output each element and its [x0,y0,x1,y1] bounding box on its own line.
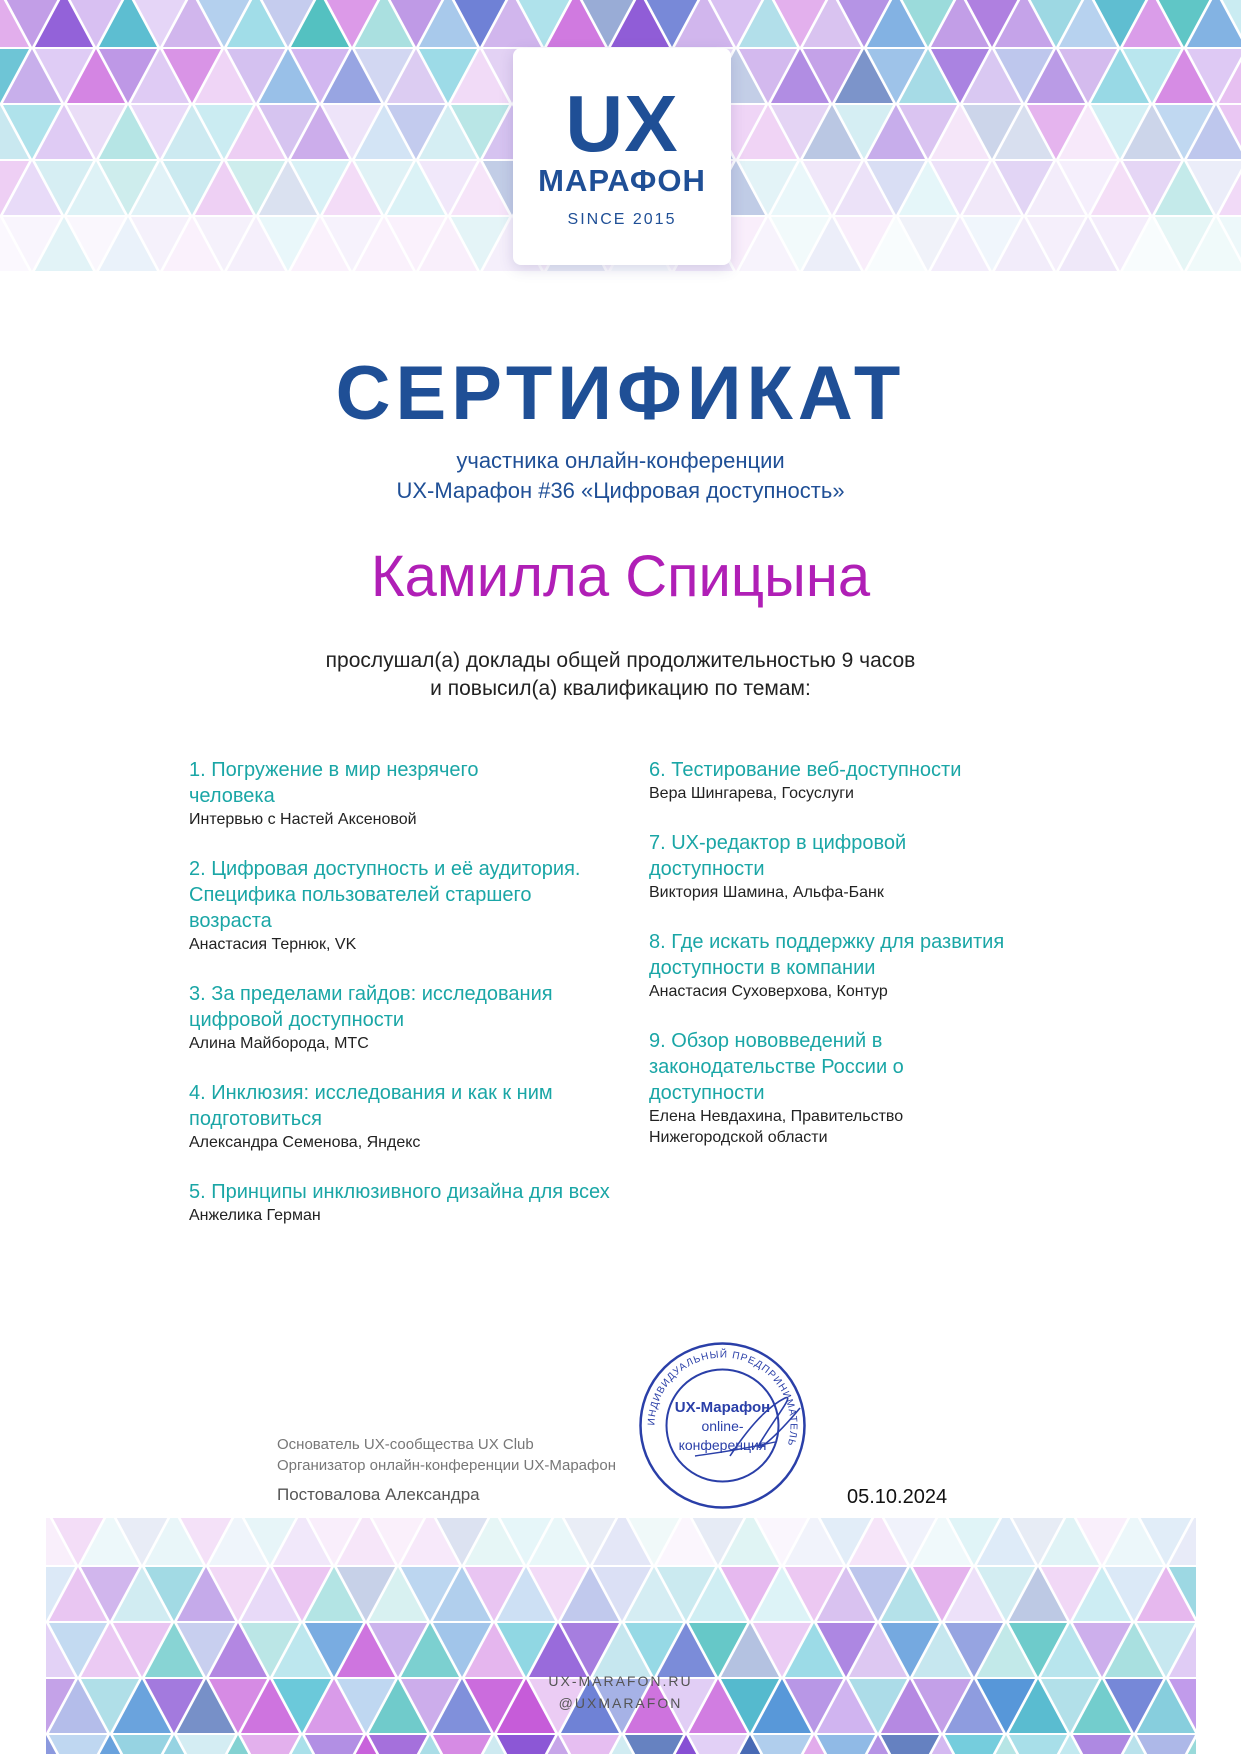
topic-speaker: Виктория Шамина, Альфа-Банк [649,884,884,901]
topic-speaker: Анжелика Герман [189,1207,321,1224]
topic-speaker: Елена Невдахина, Правительство Нижегородской области [649,1108,904,1146]
pattern-triangle [369,1735,427,1754]
topics-right-column [649,757,1079,1174]
topic-title: 9. Обзор нововведений в законодательстве России о доступности [649,1030,904,1104]
topic-title: 5. Принципы инклюзивного дизайна для всех [189,1181,610,1203]
topic-item [189,1080,619,1153]
topic-speaker: Интервью с Настей Аксеновой [189,811,417,828]
pattern-triangle [753,1735,811,1754]
pattern-triangle [177,1735,235,1754]
pattern-triangle [305,1735,363,1754]
certificate-summary [0,647,1241,703]
topic-speaker: Александра Семенова, Яндекс [189,1134,421,1151]
pattern-triangle [1009,1735,1067,1754]
issue-date: 05.10.2024 [847,1486,948,1508]
topic-title: 3. За пределами гайдов: исследования цифровой доступности [189,983,553,1031]
summary-line-2: и повысил(а) квалификацию по темам: [430,677,811,700]
stamp-line-3: конференция [678,1437,767,1453]
certificate-title: СЕРТИФИКАТ [335,351,906,436]
pattern-triangle [1137,1735,1195,1754]
topic-speaker: Алина Майборода, МТС [189,1035,369,1052]
topic-title: 8. Где искать поддержку для развития доступности в компании [649,931,1005,979]
pattern-triangle [241,1735,299,1754]
topics-left-column [189,757,619,1252]
pattern-triangle [881,1735,939,1754]
stamp-seal [635,1338,810,1513]
stamp-ring-text: ИНДИВИДУАЛЬНЫЙ ПРЕДПРИНИМАТЕЛЬ [646,1349,799,1448]
topic-speaker: Анастасия Суховерхова, Контур [649,983,888,1000]
pattern-triangle [49,1735,107,1754]
pattern-triangle [625,1735,683,1754]
pattern-triangle [817,1735,875,1754]
pattern-triangle [1073,1735,1131,1754]
topic-title: 7. UX-редактор в цифровой доступности [649,832,907,880]
certificate-subtitle [0,446,1241,506]
topic-title: 4. Инклюзия: исследования и как к ним подготовиться [189,1082,553,1130]
topic-title: 6. Тестирование веб-доступности [649,759,962,781]
recipient-name: Камилла Спицына [370,544,871,609]
summary-line-1: прослушал(а) доклады общей продолжительностью 9 часов [325,649,916,672]
topic-item [189,757,619,830]
footer-handle-link[interactable]: @UXMARAFON [558,1695,683,1711]
topic-item [649,757,1079,804]
topic-item [649,929,1079,1002]
subtitle-line-1: участника онлайн-конференции [456,448,785,473]
topic-item [189,981,619,1054]
founder-line-1: Основатель UX-сообщества UX Club [277,1436,534,1453]
topic-speaker: Вера Шингарева, Госуслуги [649,785,854,802]
topic-item [189,856,619,955]
topic-title: 1. Погружение в мир незрячего человека [189,759,479,807]
pattern-triangle [561,1735,619,1754]
bottom-triangle-pattern [46,1518,1196,1754]
subtitle-line-2: UX-Марафон #36 «Цифровая доступность» [396,478,845,503]
stamp-line-1: UX-Марафон [674,1399,771,1416]
pattern-triangle [945,1735,1003,1754]
founder-line-2: Организатор онлайн-конференции UX-Марафон [277,1457,616,1474]
stamp-line-2: online- [701,1418,744,1434]
logo-since: SINCE 2015 [567,211,677,228]
topic-item [189,1179,619,1226]
pattern-triangle [497,1735,555,1754]
pattern-triangle [689,1735,747,1754]
topic-item [649,1028,1079,1148]
logo-marafon: МАРАФОН [538,163,706,198]
footer-site-link[interactable]: UX-MARAFON.RU [548,1673,693,1689]
topic-title: 2. Цифровая доступность и её аудитория. Специфика пользователей старшего возраста [189,858,581,932]
topic-speaker: Анастасия Тернюк, VK [189,936,357,953]
pattern-triangle [433,1735,491,1754]
founder-caption [277,1434,616,1476]
pattern-triangle [113,1735,171,1754]
logo-ux: UX [565,79,679,168]
footer-links [0,1670,1241,1714]
founder-name: Постовалова Александра [277,1485,480,1504]
bottom-pattern-art [46,1518,1196,1754]
logo-card [513,48,731,265]
topic-item [649,830,1079,903]
